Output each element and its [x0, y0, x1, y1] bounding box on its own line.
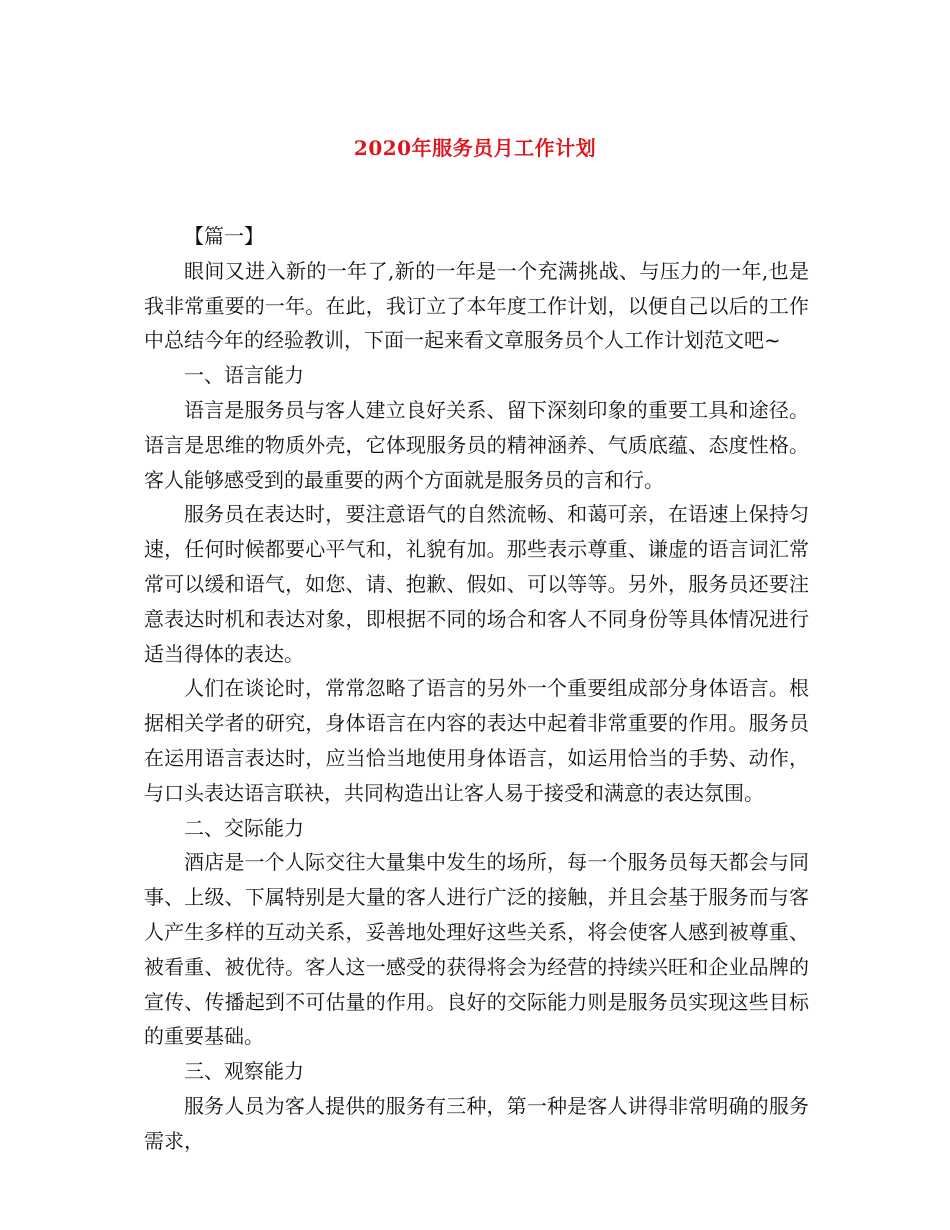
document-body	[144, 219, 809, 1159]
section-tag-paragraph: 【篇一】	[184, 224, 264, 248]
intro-paragraph: 眼间又进入新的一年了,新的一年是一个充满挑战、与压力的一年,也是我非常重要的一年。在此，我订立了本年度工作计划，以便自己以后的工作中总结今年的经验教训，下面一起来看文章服务员个人工作计划范文吧~	[144, 258, 809, 353]
heading-communication-ability: 二、交际能力	[184, 815, 304, 840]
document-title: 2020年服务员月工作计划	[353, 136, 597, 160]
language-paragraph-2: 服务员在表达时，要注意语气的自然流畅、和蔼可亲，在语速上保持匀速，任何时候都要心平气和，礼貌有加。那些表示尊重、谦虚的语言词汇常常可以缓和语气，如您、请、抱歉、假如、可以等等。另外，服务员还要注意表达时机和表达对象，即根据不同的场合和客人不同身份等具体情况进行适当得体的表达。	[144, 502, 809, 666]
language-paragraph-1: 语言是服务员与客人建立良好关系、留下深刻印象的重要工具和途径。语言是思维的物质外壳，它体现服务员的精神涵养、气质底蕴、态度性格。客人能够感受到的最重要的两个方面就是服务员的言和行。	[144, 397, 809, 492]
heading-language-ability: 一、语言能力	[184, 363, 304, 388]
observation-paragraph: 服务人员为客人提供的服务有三种，第一种是客人讲得非常明确的服务需求，	[144, 1093, 809, 1153]
communication-paragraph: 酒店是一个人际交往大量集中发生的场所，每一个服务员每天都会与同事、上级、下属特别是大量的客人进行广泛的接触，并且会基于服务而与客人产生多样的互动关系，妥善地处理好这些关系，将会使客人感到被尊重、被看重、被优待。客人这一感受的获得将会为经营的持续兴旺和企业品牌的宣传、传播起到不可估量的作用。良好的交际能力则是服务员实现这些目标的重要基础。	[144, 850, 809, 1049]
heading-observation-ability: 三、观察能力	[184, 1059, 304, 1084]
language-paragraph-3: 人们在谈论时，常常忽略了语言的另外一个重要组成部分身体语言。根据相关学者的研究，身体语言在内容的表达中起着非常重要的作用。服务员在运用语言表达时，应当恰当地使用身体语言，如运用恰当的手势、动作，与口头表达语言联袂，共同构造出让客人易于接受和满意的表达氛围。	[144, 676, 809, 805]
